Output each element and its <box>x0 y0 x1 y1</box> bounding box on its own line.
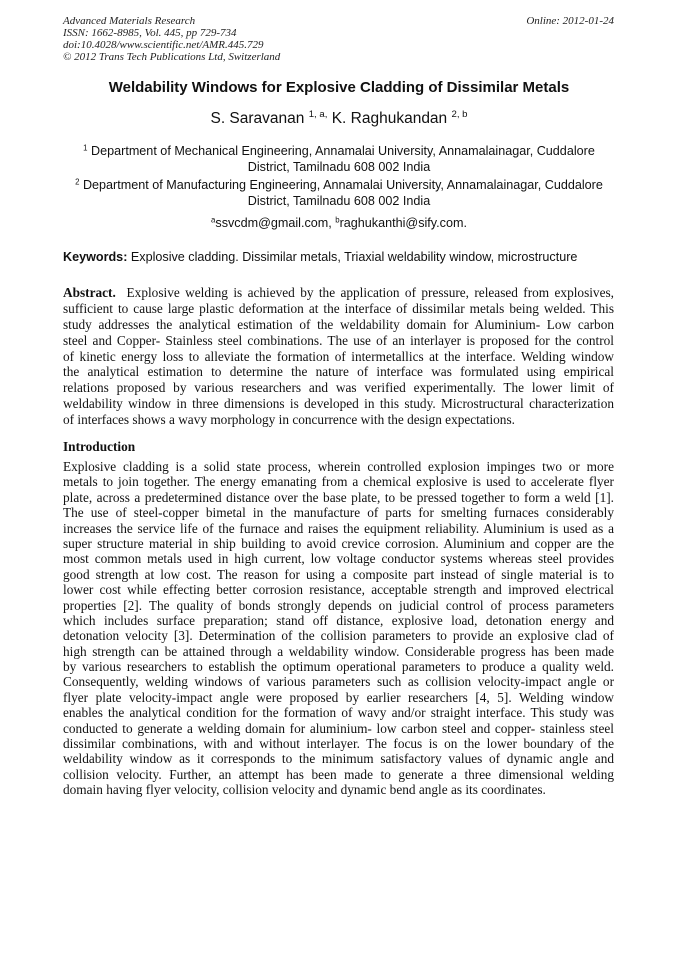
paper-title: Weldability Windows for Explosive Cladding of Dissimilar Metals <box>108 79 570 96</box>
affiliation-line: District, Tamilnadu 608 002 India <box>247 159 431 174</box>
doi: doi:10.4028/www.scientific.net/AMR.445.729 <box>63 39 264 51</box>
introduction-line: enables the analytical condition for the formation of wavy and/or straight interface. This study was <box>63 705 614 721</box>
affiliation-line: Department of Manufacturing Engineering, Annamalai University, Annamalainagar, Cuddalore <box>79 178 603 192</box>
introduction-line: collision velocity. Further, an attempt has been made to generate a three dimensional welding <box>63 766 614 782</box>
keywords <box>63 250 577 264</box>
abstract-line: of interfaces shows a wavy morphology in concurrence with the design expectations. <box>63 412 515 428</box>
abstract-line: the analytical estimation to determine the nature of interface was formulated using empirical <box>63 364 614 380</box>
introduction-line: which includes surface preparation; stand off distance, explosive load, detonation energy and <box>63 612 614 628</box>
introduction-line: by various researchers to establish the optimum operational parameters to produce a quality weld. <box>63 659 614 675</box>
affiliation <box>0 144 678 175</box>
abstract <box>63 285 614 428</box>
introduction-line: Explosive cladding is a solid state process, wherein controlled explosion impinges two or more <box>63 459 614 474</box>
introduction-line: super structure material in ship building to avoid crevice corrosion. Aluminium and copper are the <box>63 535 614 551</box>
email-sup: b <box>335 215 340 225</box>
abstract-line: of kinetic energy loss to alleviate the formation of intermetallics at the interface. Welding window <box>63 348 614 364</box>
introduction-line: domain having flyer velocity, collision velocity and dynamic bend angle as its coordinates. <box>63 782 546 798</box>
affiliation-sup: 1 <box>83 143 88 153</box>
introduction-line: good strength at low cost. The reason for using a composite part instead of single material is to <box>63 566 614 582</box>
abstract-line: relations proposed by various researchers and was verified experimentally. The lower limit of <box>63 380 614 396</box>
email: ssvcdm@gmail.com, <box>215 216 336 230</box>
abstract-line: Explosive welding is achieved by the application of pressure, released from explosives, <box>115 285 614 300</box>
affiliation-line: Department of Mechanical Engineering, Annamalai University, Annamalainagar, Cuddalore <box>87 144 595 158</box>
introduction-line: plate, across a predetermined distance over the base plate, to be pressed together to form a weld [1]. <box>63 489 614 505</box>
keywords-text: Explosive cladding. Dissimilar metals, Triaxial weldability window, microstructure <box>127 250 578 264</box>
introduction-line: increases the service life of the furnace and raises the equipment reliability. Aluminium is used as a <box>63 520 614 536</box>
introduction-line: most common metals used in high current, low voltage conductor systems whereas steel provides <box>63 551 614 567</box>
affiliation-sup: 2 <box>75 177 80 187</box>
introduction-line: detonation velocity [3]. Determination of the collision parameters to provide an explosive clad of <box>63 628 614 644</box>
introduction-line: properties [2]. The quality of bonds strongly depends on judicial control of process parameters <box>63 597 614 613</box>
introduction-line: metals to join together. The energy emanating from a chemical explosive is used to accelerate flyer <box>63 474 614 490</box>
author-name: K. Raghukandan <box>327 110 452 127</box>
affiliation-line: District, Tamilnadu 608 002 India <box>247 193 431 208</box>
abstract-line: sufficient to cause large plastic deformation at the interface of dissimilar metals being welded. This <box>63 300 614 316</box>
introduction-line: flyer plate velocity-impact angle were proposed by earlier researchers [4, 5]. Welding window <box>63 689 614 705</box>
journal-header <box>63 15 280 63</box>
email-sup: a <box>211 215 216 225</box>
authors <box>0 110 678 128</box>
introduction-line: Consequently, welding windows of various parameters such as collision velocity-impact angle or <box>63 674 614 690</box>
introduction-line: conducted to generate a welding domain for aluminium- low carbon steel and copper- stainless steel <box>63 720 614 736</box>
introduction-line: The use of steel-copper bimetal in the manufacture of parts for smelting furnaces considerably <box>63 505 614 521</box>
abstract-line: weldability window in three dimensions is developed in this study. Microstructural characterization <box>63 396 614 412</box>
introduction-line: lower cost while effecting better corrosion resistance, acceptable strength and improved electrical <box>63 582 614 598</box>
affiliation <box>0 178 678 209</box>
abstract-line: study addresses the analytical estimation of the weldability domain for Aluminium- Low carbon <box>63 316 614 332</box>
emails <box>0 216 678 230</box>
copyright: © 2012 Trans Tech Publications Ltd, Switzerland <box>63 51 281 63</box>
abstract-line: steel and Copper- Stainless steel combinations. The use of an interlayer is proposed for the control <box>63 332 614 348</box>
journal-name: Advanced Materials Research <box>63 15 196 27</box>
online-date: Online: 2012-01-24 <box>526 15 614 27</box>
abstract-label: Abstract. <box>63 285 116 300</box>
introduction-line: weldability window as it corresponds to the minimum satisfactory values of dynamic angle and <box>63 751 614 767</box>
keywords-label: Keywords: <box>63 250 128 264</box>
author-sup: 2, b <box>451 109 468 121</box>
introduction-line: high strength can be attained through a weldability window. Considerable progress has been made <box>63 643 614 659</box>
author-name: S. Saravanan <box>210 110 309 127</box>
author-sup: 1, a, <box>308 109 328 121</box>
section-heading-introduction: Introduction <box>63 439 136 454</box>
email: raghukanthi@sify.com. <box>339 216 467 230</box>
issn: ISSN: 1662-8985, Vol. 445, pp 729-734 <box>63 27 237 39</box>
introduction-line: dissimilar combinations, with and without interlayer. The focus is on the lower boundary of the <box>63 736 614 752</box>
introduction-body <box>63 459 614 798</box>
